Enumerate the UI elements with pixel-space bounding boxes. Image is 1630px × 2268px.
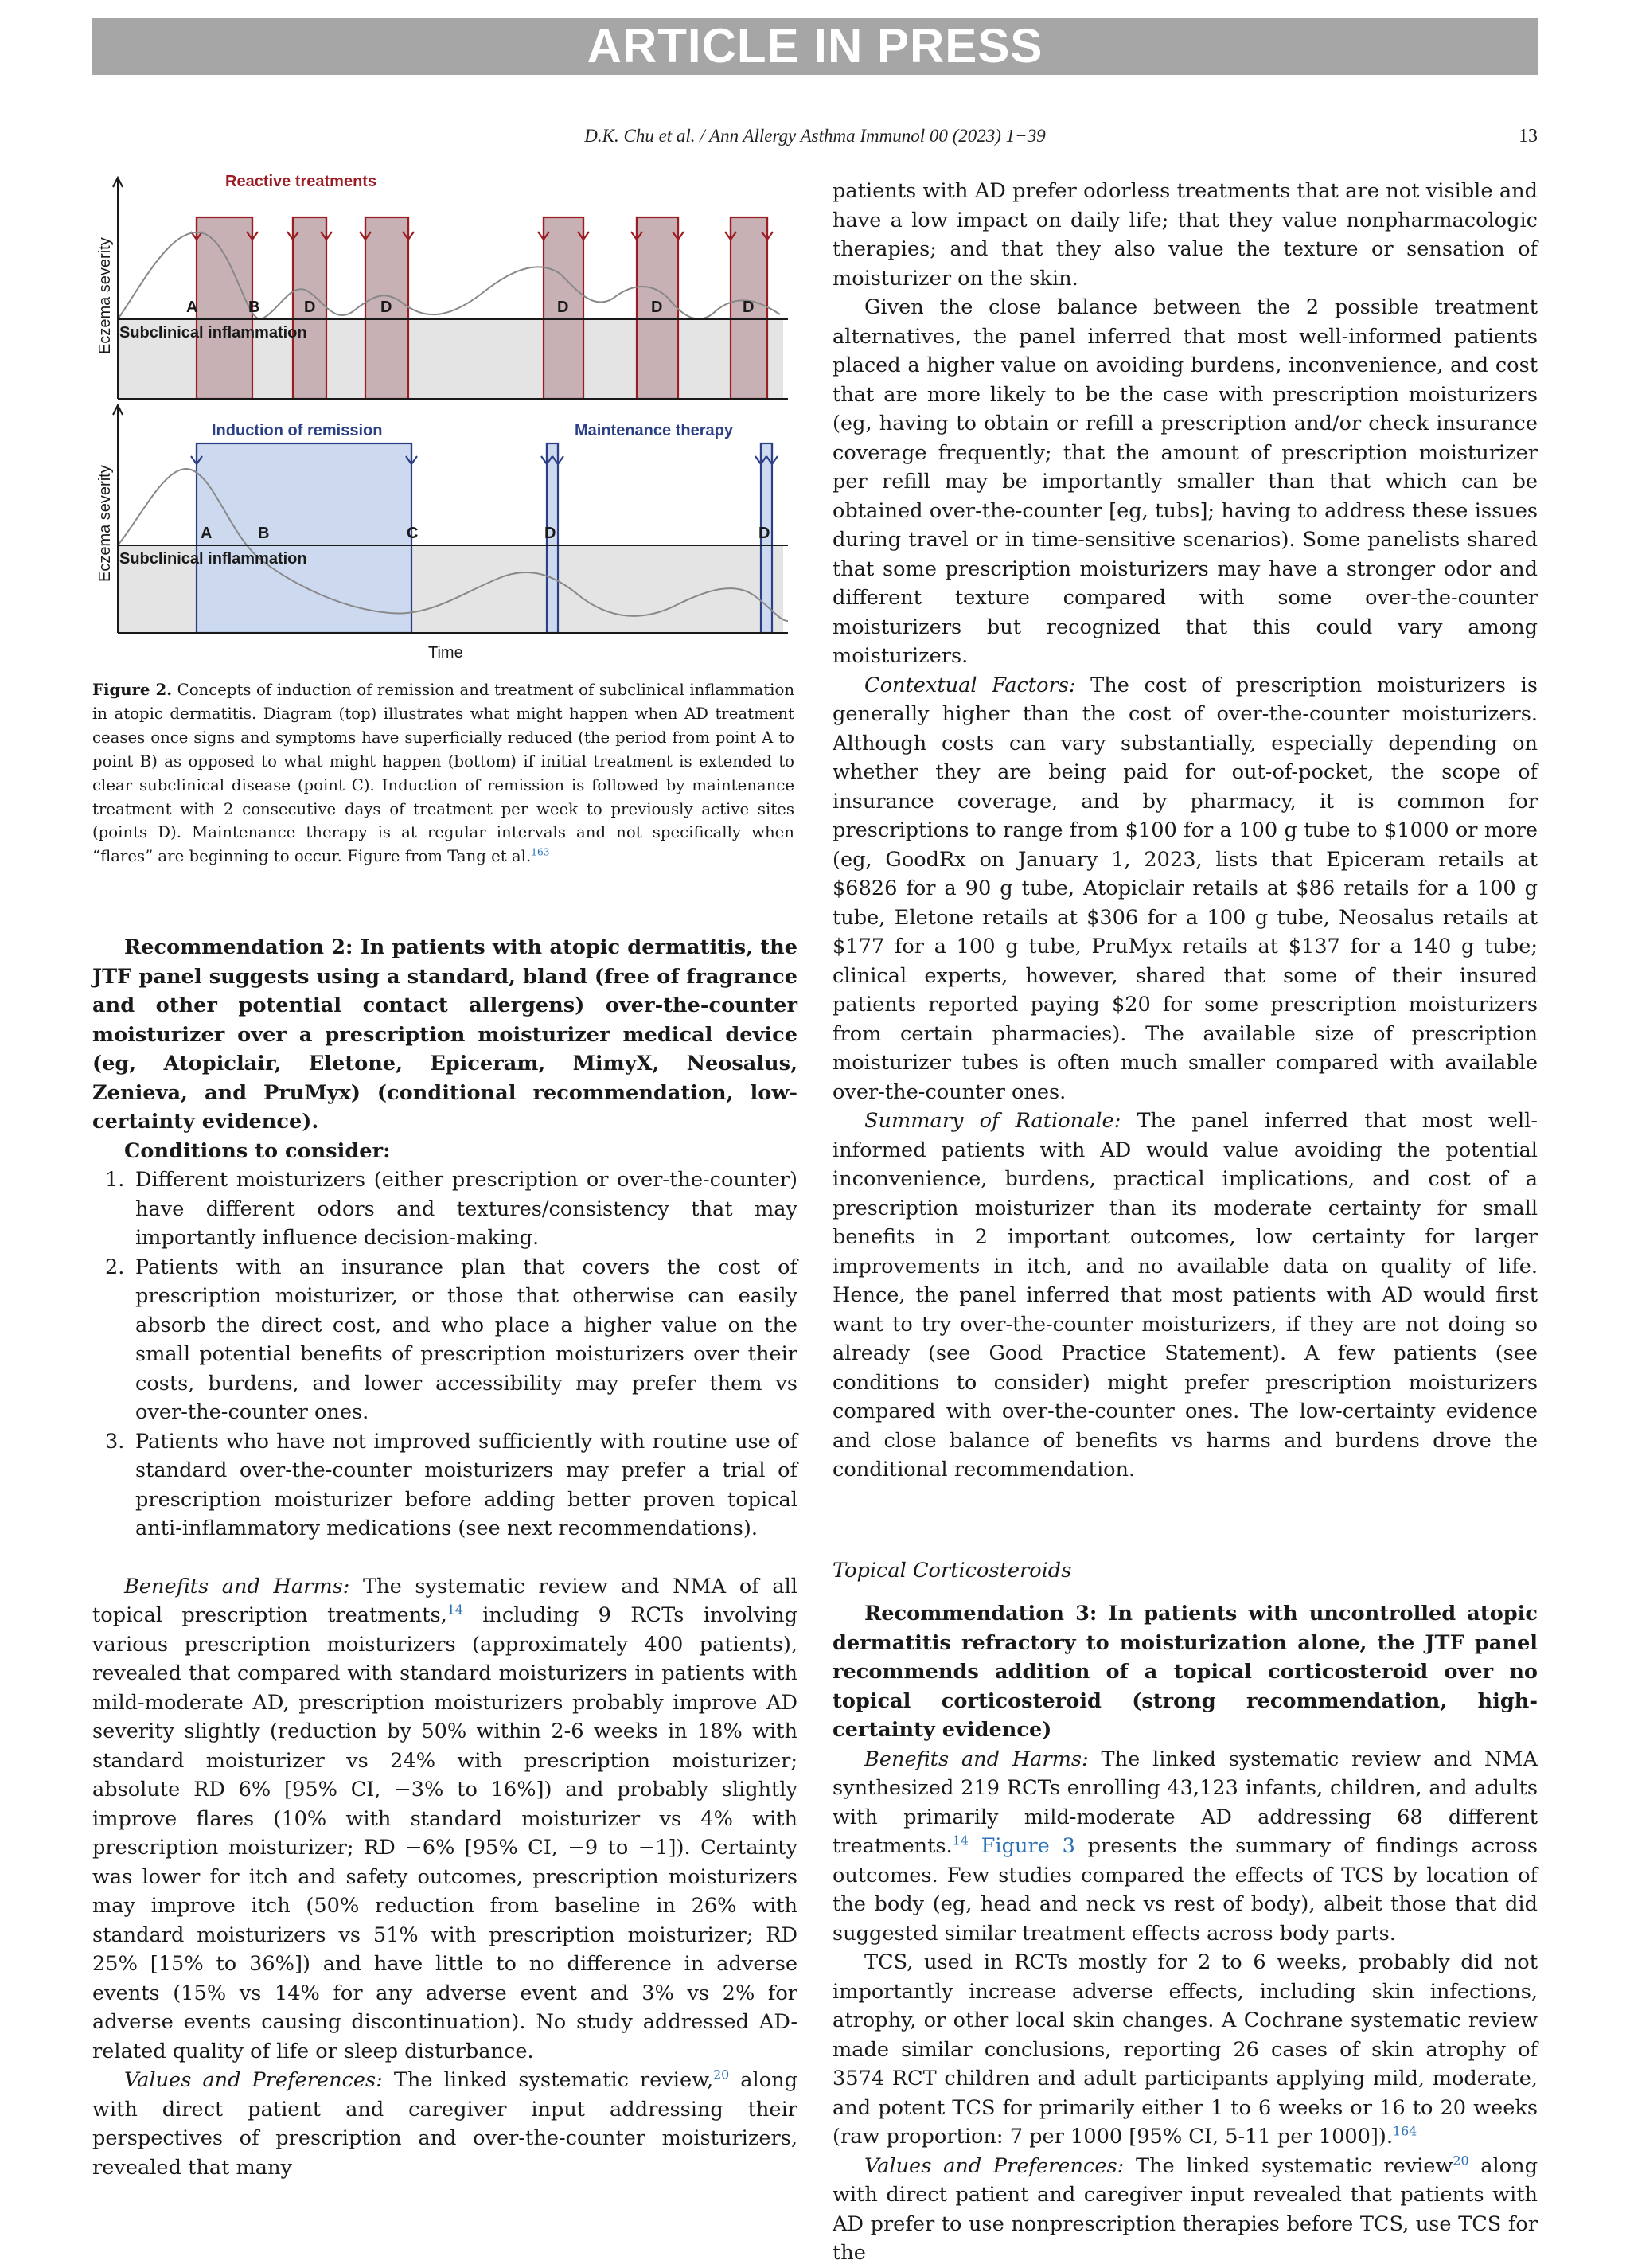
top-panel-title: Reactive treatments — [225, 173, 377, 190]
contextual-factors-text: The cost of prescription moisturizers is generally higher than the cost of over-the-counter moisturizers. Although costs can vary substantially, especially depending on whether they are being paid for out-of-pocket, the scope of insurance coverage, and by pharmacy, it is common for prescriptions to range from $100 for a 100 g tube to $1000 or more (eg, GoodRx on January 1, 2023, lists that Epiceram retails at $6826 for a 90 g tube, Atopiclair retails at $86 retails for a 100 g tube, Eletone retails at $306 for a 100 g tube, Neosalus retails at $177 for a 100 g tube, PruMyx retails at $137 for a 140 g tube; clinical experts, however, shared that some of their insured patients reported paying $20 for some prescription moisturizers from certain pharmacies). The available size of prescription moisturizer tubes is often much smaller compared with available over-the-counter ones. — [833, 673, 1538, 1104]
ref-20[interactable]: 20 — [1453, 2152, 1469, 2168]
contextual-factors-label: Contextual Factors: — [864, 673, 1076, 697]
bottom-subclinical-label: Subclinical inflammation — [119, 550, 307, 568]
caption-ref[interactable]: 163 — [531, 846, 550, 858]
caption-label: Figure 2. — [92, 681, 173, 699]
condition-number: 2. — [105, 1255, 125, 1279]
condition-number: 1. — [105, 1168, 125, 1192]
top-point-a: A — [186, 299, 198, 316]
summary-rationale-label: Summary of Rationale: — [864, 1109, 1121, 1133]
values-preferences-label: Values and Preferences: — [124, 2068, 383, 2092]
reactive-bar-1 — [197, 217, 252, 399]
figure-2-caption — [92, 678, 794, 869]
condition-item — [92, 1165, 797, 1253]
section-heading-tcs: Topical Corticosteroids — [833, 1558, 1072, 1583]
condition-text: Patients who have not improved sufficiently with routine use of standard over-the-counter moisturizers may prefer a trial of prescription moisturizer before adding better proven topical anti-inflammatory medications (see next recommendations). — [135, 1429, 797, 1540]
condition-number: 3. — [105, 1429, 125, 1454]
right-column — [833, 177, 1538, 2268]
tcs-benefits-paragraph — [833, 1745, 1538, 1949]
top-subclinical-label: Subclinical inflammation — [119, 324, 307, 342]
top-point-d: D — [743, 299, 755, 316]
induction-label: Induction of remission — [212, 422, 383, 439]
values-preferences-text-1: The linked systematic review, — [382, 2068, 714, 2092]
conditions-heading: Conditions to consider: — [124, 1138, 391, 1163]
induction-block — [197, 443, 411, 633]
top-point-d: D — [557, 299, 569, 316]
tcs-benefits-text-2: presents the summary of findings across outcomes. Few studies compared the effects of TCS by location of the body (eg, head and neck vs rest of body), albeit those that did suggested similar treatment effects across body parts. — [833, 1834, 1538, 1946]
summary-rationale-text: The panel inferred that most well-informed patients with AD would value avoiding the potential inconvenience, burdens, practical implications, and cost of a prescription moisturizer than its moderate certainty for small benefits in 2 important outcomes, low certainty for larger improvements in itch, and no available data on quality of life. Hence, the panel inferred that most patients with AD would first want to try over-the-counter moisturizers, if they are not doing so already (see Good Practice Statement). A few patients (see conditions to consider) might prefer prescription moisturizers compared with over-the-counter ones. The low-certainty evidence and close balance of benefits vs harms and burdens drove the conditional recommendation. — [833, 1109, 1538, 1481]
x-axis-label: Time — [428, 644, 463, 662]
figure-3-link[interactable]: Figure 3 — [981, 1834, 1075, 1858]
summary-rationale-paragraph — [833, 1107, 1538, 1485]
recommendation-2: Recommendation 2: In patients with atopic dermatitis, the JTF panel suggests using a standard, bland (free of fragrance and other potential contact allergens) over-the-counter moisturizer over a prescription moisturizer medical device (eg, Atopiclair, Eletone, Epiceram, MimyX, Neosalus, Zenieva, and PruMyx) (conditional recommendation, low-certainty evidence). — [92, 935, 797, 1134]
maintenance-label: Maintenance therapy — [575, 422, 733, 439]
tcs-safety-text: TCS, used in RCTs mostly for 2 to 6 weeks, probably did not importantly increase adverse effects, including skin infections, atrophy, or other local skin changes. A Cochrane systematic review made similar conclusions, reporting 26 cases of skin atrophy of 3574 RCT children and adult participants applying mild, moderate, and potent TCS for primarily either 1 to 6 weeks or 16 to 20 weeks (raw proportion: 7 per 1000 [95% CI, 5-11 per 1000]). — [833, 1950, 1538, 2149]
condition-item — [92, 1427, 797, 1544]
article-in-press-banner: ARTICLE IN PRESS — [92, 18, 1538, 75]
bottom-point-d: D — [758, 525, 770, 542]
figure-2-diagram — [88, 163, 804, 673]
ref-20[interactable]: 20 — [713, 2067, 730, 2083]
bottom-point-d: D — [544, 525, 556, 542]
right-paragraph-2: Given the close balance between the 2 possible treatment alternatives, the panel inferred that most well-informed patients placed a higher value on avoiding burdens, inconvenience, and cost that are more likely to be the case with prescription moisturizers (eg, having to obtain or refill a prescription and/or check insurance coverage frequently; that the amount of prescription moisturizer per refill may be importantly smaller than that which can be obtained over-the-counter [eg, tubs]; having to address these issues during travel or in time-sensitive scenarios). Some panelists shared that some prescription moisturizers may have a stronger odor and different texture compared with some over-the-counter moisturizers but recognized that this could vary among moisturizers. — [833, 295, 1538, 668]
recommendation-3: Recommendation 3: In patients with uncontrolled atopic dermatitis refractory to moisturization alone, the JTF panel recommends addition of a topical corticosteroid over no topical corticosteroid (strong recommendation, high-certainty evidence) — [833, 1602, 1538, 1742]
tcs-values-text-1: The linked systematic review — [1124, 2153, 1453, 2178]
running-head: D.K. Chu et al. / Ann Allergy Asthma Immunol 00 (2023) 1−39 — [584, 126, 1046, 146]
condition-item — [92, 1253, 797, 1427]
ref-14[interactable]: 14 — [952, 1833, 969, 1848]
condition-text: Different moisturizers (either prescription or over-the-counter) have different odors and textures/consistency that may importantly influence decision-making. — [135, 1168, 797, 1250]
values-preferences-paragraph — [92, 2066, 797, 2182]
page-number: 13 — [1519, 126, 1538, 146]
top-point-d: D — [380, 299, 392, 316]
bottom-point-b: B — [258, 525, 270, 542]
tcs-values-label: Values and Preferences: — [864, 2153, 1125, 2178]
left-column — [92, 933, 797, 2182]
contextual-factors-paragraph — [833, 671, 1538, 1107]
right-paragraph-1: patients with AD prefer odorless treatments that are not visible and have a low impact on daily life; that they value nonpharmacologic therapies; and that they also value the texture or sensation of moisturizer on the skin. — [833, 179, 1538, 291]
conditions-list — [92, 1165, 797, 1544]
values-preferences-text-2: along with direct patient and caregiver input addressing their perspectives of prescription and over-the-counter moisturizers, revealed that many — [92, 2068, 798, 2180]
figure-2-svg — [88, 163, 804, 673]
benefits-harms-paragraph — [92, 1572, 797, 2067]
tcs-safety-paragraph — [833, 1948, 1538, 2152]
benefits-harms-text-2: including 9 RCTs involving various prescription moisturizers (approximately 400 patients), revealed that compared with standard moisturizers in patients with mild-moderate AD, prescription moisturizers probably improve AD severity slightly (reduction by 50% within 2-6 weeks in 18% with standard moisturizer vs 24% with prescription moisturizer; absolute RD 6% [95% CI, −3% to 16%]) and probably slightly improve flares (10% with standard moisturizer vs 4% with prescription moisturizer; RD −6% [95% CI, −9 to −1]). Certainty was lower for itch and safety outcomes, prescription moisturizers may improve itch (50% reduction from baseline in 26% with standard moisturizers vs 51% with prescription moisturizer; RD 25% [15% to 36%]) and have little to no difference in adverse events (15% vs 14% for any adverse event and 3% vs 2% for adverse events causing discontinuation). No study addressed AD-related quality of life or sleep disturbance. — [92, 1603, 797, 2063]
bottom-point-c: C — [407, 525, 419, 542]
condition-text: Patients with an insurance plan that covers the cost of prescription moisturizer, or those that otherwise can easily absorb the direct cost, and who place a higher value on the small potential benefits of prescription moisturizers over their costs, burdens, and lower accessibility may prefer them vs over-the-counter ones. — [135, 1255, 797, 1424]
ref-14[interactable]: 14 — [446, 1602, 463, 1618]
tcs-values-text-2: along with direct patient and caregiver input revealed that patients with AD prefer to use nonprescription therapies before TCS, use TCS for the — [833, 2153, 1538, 2265]
tcs-benefits-text-1: The linked systematic review and NMA synthesized 219 RCTs enrolling 43,123 infants, children, and adults with primarily mild-moderate AD addressing 68 different treatments. — [833, 1747, 1538, 1858]
reactive-arrows — [191, 217, 773, 240]
benefits-harms-text-1: The systematic review and NMA of all topical prescription treatments, — [92, 1574, 797, 1627]
caption-text: Concepts of induction of remission and treatment of subclinical inflammation in atopic dermatitis. Diagram (top) illustrates what might happen when AD treatment ceases once signs and symptoms have superficially reduced (the period from point A to point B) as opposed to what might happen (bottom) if initial treatment is extended to clear subclinical disease (point C). Induction of remission is followed by maintenance treatment with 2 consecutive days of treatment per week to previously active sites (points D). Maintenance therapy is at regular intervals and not specifically when “flares” are beginning to occur. Figure from Tang et al. — [92, 681, 794, 866]
top-point-b: B — [248, 299, 260, 316]
tcs-benefits-label: Benefits and Harms: — [864, 1747, 1089, 1771]
bottom-point-a: A — [201, 525, 213, 542]
top-y-axis-label: Eczema severity — [96, 237, 114, 354]
tcs-values-paragraph — [833, 2152, 1538, 2268]
top-point-d: D — [651, 299, 663, 316]
benefits-harms-label: Benefits and Harms: — [124, 1574, 350, 1599]
bottom-y-axis-label: Eczema severity — [96, 465, 114, 582]
top-point-d: D — [304, 299, 316, 316]
ref-164[interactable]: 164 — [1393, 2123, 1417, 2139]
